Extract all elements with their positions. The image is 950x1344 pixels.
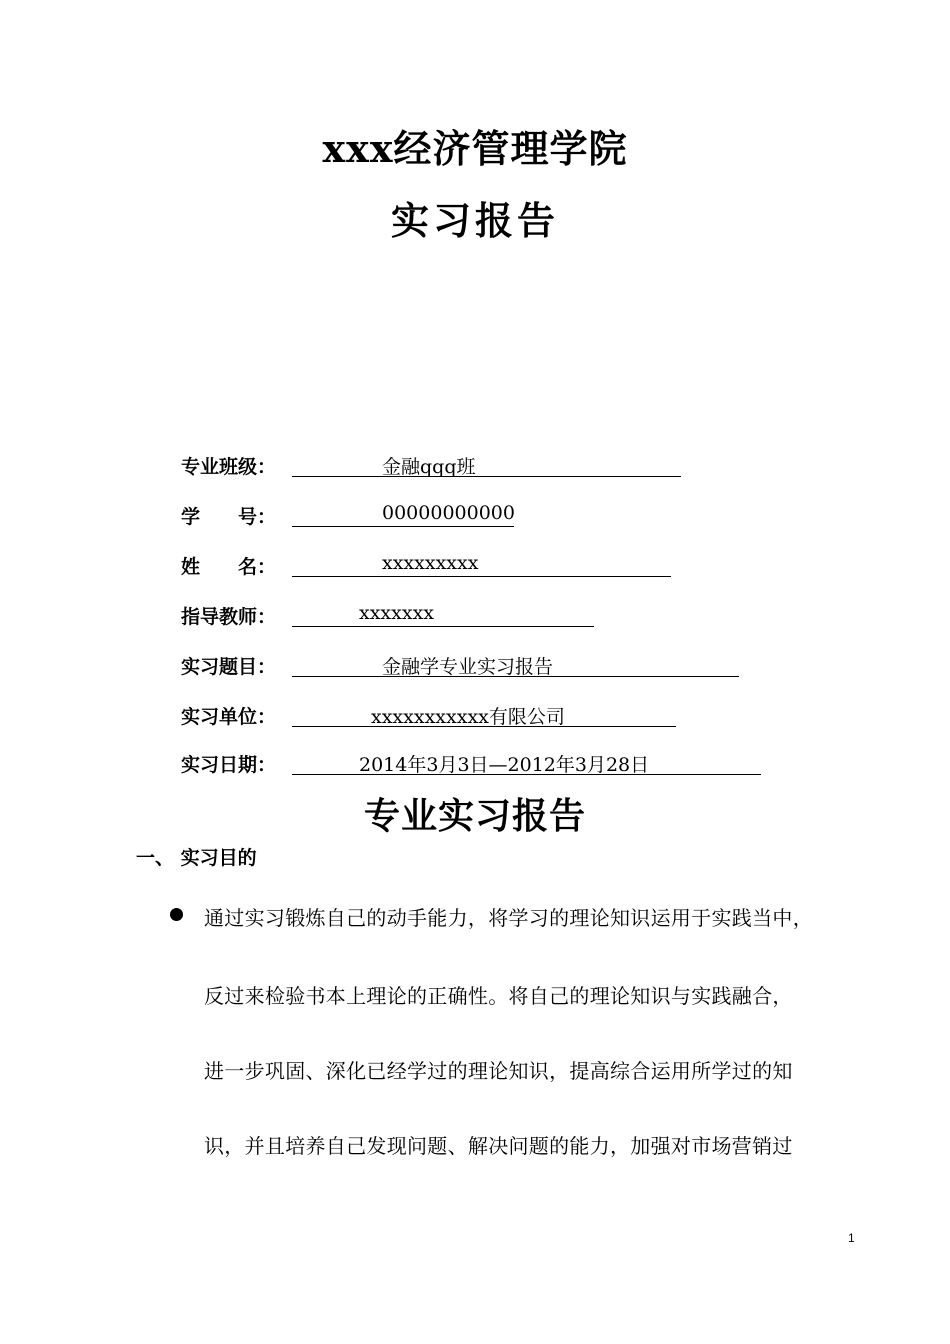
name-underline [292, 552, 671, 577]
advisor-underline [292, 602, 594, 627]
unit-value: xxxxxxxxxxx有限公司 [371, 706, 565, 728]
date-underline [292, 750, 761, 775]
paragraph-line-1: 通过实习锻炼自己的动手能力，将学习的理论知识运用于实践当中， [204, 906, 813, 930]
document-title: 实习报告 [390, 198, 559, 243]
date-value: 2014年3月3日—2012年3月28日 [359, 754, 650, 776]
major-class-value: 金融qqq班 [382, 456, 476, 478]
page-number: 1 [848, 1231, 855, 1245]
major-class-underline [292, 452, 681, 477]
bullet-dot [170, 908, 183, 921]
unit-underline [292, 702, 676, 727]
topic-value: 金融学专业实习报告 [382, 656, 554, 678]
unit-label: 实习单位： [181, 706, 277, 728]
topic-underline [292, 652, 739, 677]
student-id-value: 00000000000 [382, 502, 515, 524]
student-id-label: 学 号： [181, 506, 277, 528]
advisor-value: xxxxxxx [359, 602, 435, 624]
paragraph-line-4: 识，并且培养自己发现问题、解决问题的能力，加强对市场营销过 [204, 1134, 793, 1158]
major-class-label: 专业班级： [181, 456, 277, 478]
paragraph-line-2: 反过来检验书本上理论的正确性。将自己的理论知识与实践融合， [204, 984, 793, 1008]
date-label: 实习日期： [181, 754, 277, 776]
paragraph-line-3: 进一步巩固、深化已经学过的理论知识，提高综合运用所学过的知 [204, 1059, 793, 1083]
section-title: 专业实习报告 [363, 796, 586, 837]
advisor-label: 指导教师： [181, 606, 277, 628]
name-label: 姓 名： [181, 556, 277, 578]
topic-label: 实习题目： [181, 656, 277, 678]
school-title: xxx经济管理学院 [322, 126, 628, 171]
name-value: xxxxxxxxx [382, 552, 479, 574]
student-id-underline [292, 502, 514, 527]
heading-purpose: 一、 实习目的 [136, 847, 257, 869]
